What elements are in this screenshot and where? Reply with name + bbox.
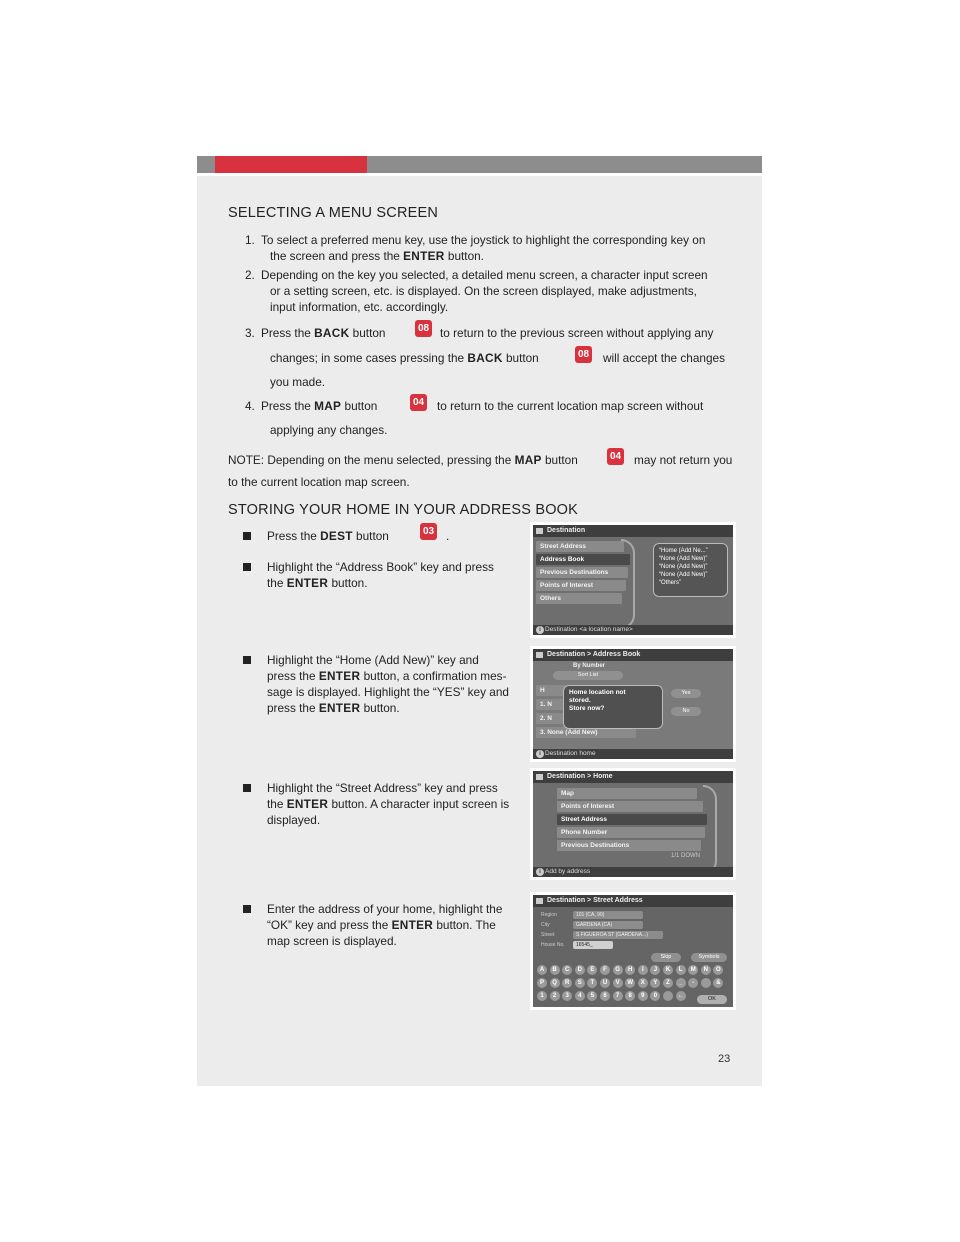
keyboard-key: 6 <box>600 991 610 1001</box>
step-3-line-1-b: to return to the previous screen without applying any <box>440 326 714 340</box>
nav-screen <box>533 895 733 1007</box>
page-number: 23 <box>718 1053 731 1065</box>
back-button-badge-icon: 08 <box>415 320 432 337</box>
field-house-no: 16545_ <box>573 941 613 949</box>
step-3-line-2-a: changes; in some cases pressing the BACK button <box>270 351 539 365</box>
screenshot-home-menu <box>530 768 736 880</box>
symbols-button: Symbols <box>691 953 727 962</box>
scroll-arc <box>703 785 717 875</box>
note-line-1-b: may not return you <box>634 453 733 467</box>
back-key-label: BACK <box>314 326 350 340</box>
keyboard-key: F <box>600 965 610 975</box>
preview-line: “None (Add New)” <box>659 572 708 578</box>
keyboard-key: ← <box>677 993 684 999</box>
menu-item-previous-destinations: Previous Destinations <box>557 840 701 851</box>
preview-line: “Others” <box>659 580 682 586</box>
step-4-line-2: applying any changes. <box>270 423 388 437</box>
bullet-square-icon <box>243 784 251 792</box>
keyboard-key: 4 <box>575 991 585 1001</box>
nav-screen <box>533 649 733 759</box>
dialog-line: Home location not <box>569 689 626 696</box>
screenshot-destination-menu <box>530 522 736 638</box>
keyboard-key: Y <box>650 978 660 988</box>
field-label-city: City <box>541 922 550 928</box>
row-1: 1. N <box>536 699 576 710</box>
step-number: 4. <box>245 399 255 413</box>
keyboard-key: S <box>575 978 585 988</box>
keyboard-key: C <box>562 965 572 975</box>
skip-button: Skip <box>651 953 681 962</box>
screenshot-address-book <box>530 646 736 762</box>
step-2-line-3: input information, etc. accordingly. <box>270 300 449 314</box>
keyboard-key: G <box>613 965 623 975</box>
dialog-line: stored. <box>569 697 591 704</box>
keyboard-key: - <box>688 978 698 988</box>
enter-key-label: ENTER <box>318 701 361 715</box>
note-line-1-a: NOTE: Depending on the menu selected, pressing the MAP button <box>228 453 578 467</box>
bullet-2-line-2: the ENTER button. <box>267 576 368 590</box>
step-number: 3. <box>245 326 255 340</box>
menu-item-street-address: Street Address <box>557 814 707 825</box>
keyboard-key: 8 <box>625 991 635 1001</box>
screen-footer: i Destination home <box>533 749 733 759</box>
keyboard-key: J <box>650 965 660 975</box>
nav-screen <box>533 771 733 877</box>
dest-key-label: DEST <box>320 529 353 543</box>
section-heading-menu: SELECTING A MENU SCREEN <box>228 205 439 221</box>
step-number: 1. <box>245 233 255 247</box>
step-3-line-3: you made. <box>270 375 326 389</box>
map-key-label: MAP <box>514 453 542 467</box>
dialog-line: Store now? <box>569 705 605 712</box>
step-3-line-1-a: Press the BACK button <box>261 326 386 340</box>
yes-button: Yes <box>671 689 701 698</box>
row-home: H <box>536 685 576 696</box>
bullet-3-line-4: press the ENTER button. <box>267 701 400 715</box>
step-2-line-1: Depending on the key you selected, a detailed menu screen, a character input screen <box>261 268 708 282</box>
scroll-arc <box>621 539 635 629</box>
back-key-label: BACK <box>467 351 503 365</box>
bullet-1-period: . <box>446 529 450 543</box>
step-number: 2. <box>245 268 255 282</box>
no-button: No <box>671 707 701 716</box>
enter-key-label: ENTER <box>391 918 434 932</box>
step-3-line-2-b: will accept the changes <box>603 351 725 365</box>
bullet-3-line-3: sage is displayed. Highlight the “YES” key and <box>267 685 509 699</box>
keyboard-key: T <box>587 978 597 988</box>
keyboard-key: L <box>676 965 686 975</box>
keyboard-key: 9 <box>638 991 648 1001</box>
keyboard-key: & <box>713 978 723 988</box>
menu-item-others: Others <box>536 593 622 604</box>
keyboard-key: 5 <box>587 991 597 1001</box>
enter-key-label: ENTER <box>318 669 361 683</box>
field-region: 101 (CA, 90) <box>573 911 643 919</box>
bullet-2-line-1: Highlight the “Address Book” key and press <box>267 560 494 574</box>
header-accent <box>215 156 367 173</box>
menu-item-points-of-interest: Points of Interest <box>557 801 703 812</box>
nav-screen <box>533 525 733 635</box>
row-2: 2. N <box>536 713 576 724</box>
bullet-4-line-1: Highlight the “Street Address” key and press <box>267 781 498 795</box>
bullet-3-line-1: Highlight the “Home (Add New)” key and <box>267 653 479 667</box>
menu-item-address-book: Address Book <box>536 554 630 565</box>
screen-title: Destination > Home <box>533 771 733 783</box>
keyboard-key: H <box>625 965 635 975</box>
bullet-4-line-2: the ENTER button. A character input screen is <box>267 797 510 811</box>
map-button-badge-icon: 04 <box>607 448 624 465</box>
preview-line: “None (Add New)” <box>659 564 708 570</box>
back-button-badge-icon: 08 <box>575 346 592 363</box>
keyboard-key: 0 <box>650 991 660 1001</box>
map-button-badge-icon: 04 <box>410 394 427 411</box>
keyboard-key: Q <box>550 978 560 988</box>
bullet-3-line-2: press the ENTER button, a confirmation mes- <box>267 669 507 683</box>
keyboard-key: U <box>600 978 610 988</box>
screenshot-street-address <box>530 892 736 1010</box>
menu-item-points-of-interest: Points of Interest <box>536 580 626 591</box>
keyboard-key: O <box>713 965 723 975</box>
bullet-square-icon <box>243 532 251 540</box>
field-street: S FIGUEROA ST (GARDENA...) <box>573 931 663 939</box>
step-2-line-2: or a setting screen, etc. is displayed. On the screen displayed, make adjustments, <box>270 284 697 298</box>
step-4-line-1-b: to return to the current location map screen without <box>437 399 704 413</box>
keyboard-key: K <box>663 965 673 975</box>
keyboard-key: W <box>625 978 635 988</box>
enter-key-label: ENTER <box>286 576 329 590</box>
menu-item-previous-destinations: Previous Destinations <box>536 567 628 578</box>
keyboard-key: D <box>575 965 585 975</box>
keyboard-key: N <box>701 965 711 975</box>
bullet-5-line-2: “OK” key and press the ENTER button. The <box>267 918 496 932</box>
pager-label: 1/1 DOWN <box>671 853 701 859</box>
keyboard-key: 7 <box>613 991 623 1001</box>
field-city: GARDENA (CA) <box>573 921 643 929</box>
keyboard-key: V <box>613 978 623 988</box>
keyboard-key: M <box>688 965 698 975</box>
step-4-line-1-a: Press the MAP button <box>261 399 378 413</box>
enter-key-label: ENTER <box>403 249 445 263</box>
keyboard-key: A <box>537 965 547 975</box>
row-3: 3. None (Add New) <box>536 727 636 738</box>
keyboard-key: X <box>638 978 648 988</box>
keyboard-key <box>663 991 673 1001</box>
bullet-1-text: Press the DEST button <box>267 529 389 543</box>
by-number-label: By Number <box>573 663 606 669</box>
menu-item-map: Map <box>557 788 697 799</box>
screen-footer: i Destination <a location name> <box>533 625 733 635</box>
menu-item-phone-number: Phone Number <box>557 827 705 838</box>
map-key-label: MAP <box>314 399 342 413</box>
dest-button-badge-icon: 03 <box>420 523 437 540</box>
confirm-dialog <box>563 685 663 729</box>
step-1-line-2: the screen and press the ENTER button. <box>270 249 484 263</box>
keyboard-key: B <box>550 965 560 975</box>
keyboard-key: _ <box>676 978 686 988</box>
section-heading-home: STORING YOUR HOME IN YOUR ADDRESS BOOK <box>228 502 579 518</box>
step-1-line-1: To select a preferred menu key, use the joystick to highlight the corresponding key on <box>261 233 706 247</box>
screen-title: Destination > Address Book <box>533 649 733 661</box>
keyboard-key: E <box>587 965 597 975</box>
bullet-square-icon <box>243 905 251 913</box>
field-label-street: Street <box>541 932 555 938</box>
field-label-region: Region <box>541 912 557 918</box>
preview-line: “Home (Add Ne...” <box>659 548 708 554</box>
note-line-2: to the current location map screen. <box>228 475 410 489</box>
field-label-house-no: House No. <box>541 942 565 948</box>
keyboard-key: P <box>537 978 547 988</box>
screen-title: Destination <box>533 525 733 537</box>
preview-line: “None (Add New)” <box>659 556 708 562</box>
keyboard-key <box>701 978 711 988</box>
keyboard-key: 1 <box>537 991 547 1001</box>
ok-button: OK <box>697 995 727 1004</box>
enter-key-label: ENTER <box>286 797 329 811</box>
keyboard-key: 2 <box>550 991 560 1001</box>
screen-footer: i Add by address <box>533 867 733 877</box>
keyboard-key: Z <box>663 978 673 988</box>
sort-list-button: Sort List <box>553 671 623 680</box>
keyboard-key: 3 <box>562 991 572 1001</box>
keyboard-key: R <box>562 978 572 988</box>
bullet-square-icon <box>243 563 251 571</box>
bullet-5-line-1: Enter the address of your home, highlight the <box>267 902 503 916</box>
keyboard-key: I <box>638 965 648 975</box>
screen-title: Destination > Street Address <box>533 895 733 907</box>
menu-item-street-address: Street Address <box>536 541 624 552</box>
address-book-preview <box>653 543 728 597</box>
bullet-4-line-3: displayed. <box>267 813 321 827</box>
bullet-5-line-3: map screen is displayed. <box>267 934 397 948</box>
bullet-square-icon <box>243 656 251 664</box>
